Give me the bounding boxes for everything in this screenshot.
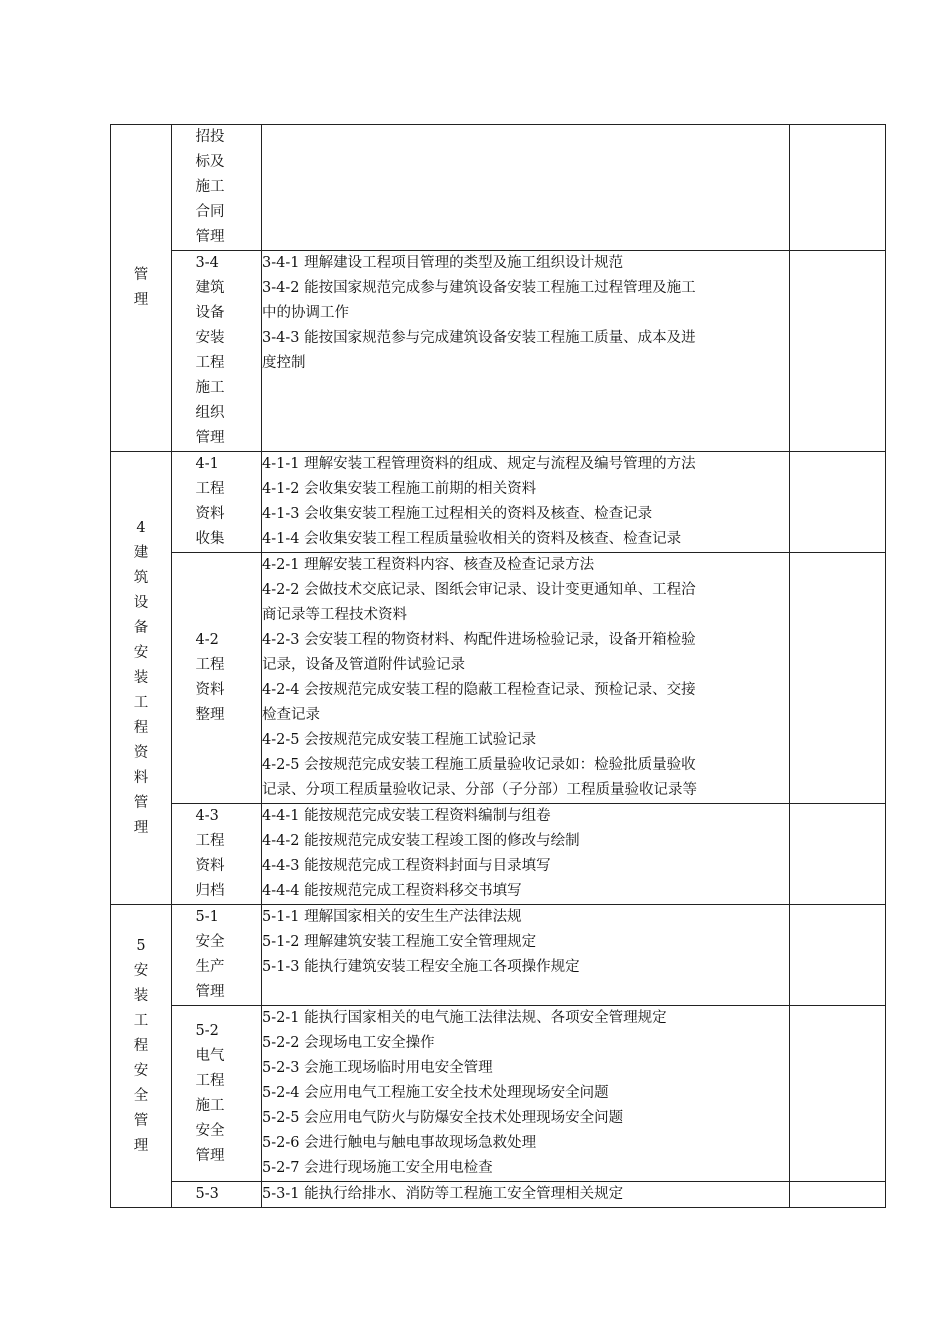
notes-cell	[790, 1182, 886, 1208]
requirement-text: 记录，设备及管道附件试验记录	[262, 657, 465, 673]
requirement-text: 4-2-5 会按规范完成安装工程施工试验记录	[262, 732, 537, 748]
table-row	[111, 553, 886, 804]
requirements-cell	[262, 452, 790, 553]
subtopic-cell	[172, 804, 262, 905]
category-text: 安	[133, 644, 149, 661]
requirement-text: 4-2-2 会做技术交底记录、图纸会审记录、设计变更通知单、工程洽	[262, 582, 696, 598]
category-text: 全	[133, 1088, 149, 1104]
requirement-text: 4-2-1 理解安装工程资料内容、核查及检查记录方法	[262, 557, 595, 573]
category-text: 5	[136, 938, 146, 954]
subtopic-text: 招投	[195, 129, 225, 145]
notes-cell	[790, 804, 886, 905]
category-text: 资	[133, 744, 149, 761]
subtopic-cell	[172, 1182, 262, 1208]
subtopic-text: 安装	[195, 330, 225, 346]
requirement-text: 5-1-3 能执行建筑安装工程安全施工各项操作规定	[262, 959, 580, 975]
requirement-text: 4-1-2 会收集安装工程施工前期的相关资料	[262, 481, 537, 497]
subtopic-text: 整理	[195, 707, 225, 723]
category-text: 4	[136, 519, 146, 536]
category-text: 管	[133, 267, 149, 283]
table-row	[111, 905, 886, 1006]
subtopic-text: 电气	[195, 1047, 225, 1064]
subtopic-text: 设备	[195, 305, 225, 321]
subtopic-text: 施工	[195, 1097, 225, 1114]
category-text: 程	[133, 719, 149, 736]
subtopic-text: 收集	[195, 531, 225, 547]
category-text: 设	[133, 594, 149, 611]
subtopic-text: 4-2	[195, 632, 219, 648]
requirement-text: 中的协调工作	[262, 305, 349, 321]
notes-cell	[790, 251, 886, 452]
subtopic-text: 工程	[195, 481, 225, 497]
table-row	[111, 1006, 886, 1182]
subtopic-text: 组织	[195, 405, 225, 421]
requirements-cell	[262, 1182, 790, 1208]
subtopic-cell	[172, 905, 262, 1006]
requirement-text: 3-4-1 理解建设工程项目管理的类型及施工组织设计规范	[262, 255, 624, 271]
notes-cell	[790, 1006, 886, 1182]
subtopic-cell	[172, 1006, 262, 1182]
subtopic-text: 5-2	[195, 1022, 219, 1039]
category-text: 管	[133, 1113, 149, 1129]
requirement-text: 5-2-2 会现场电工安全操作	[262, 1035, 435, 1051]
requirements-cell	[262, 1006, 790, 1182]
curriculum-table	[110, 124, 886, 1208]
category-text: 料	[133, 769, 149, 786]
category-cell	[111, 452, 172, 905]
subtopic-cell	[172, 125, 262, 251]
subtopic-text: 管理	[195, 229, 225, 245]
requirements-cell	[262, 804, 790, 905]
requirement-text: 5-3-1 能执行给排水、消防等工程施工安全管理相关规定	[262, 1186, 624, 1202]
subtopic-cell	[172, 251, 262, 452]
requirements-cell	[262, 251, 790, 452]
subtopic-text: 工程	[195, 833, 225, 849]
requirement-text: 度控制	[262, 355, 306, 371]
subtopic-text: 合同	[195, 204, 225, 220]
subtopic-text: 安全	[195, 1122, 225, 1139]
category-cell	[111, 905, 172, 1208]
category-text: 装	[133, 669, 149, 686]
requirements-cell	[262, 905, 790, 1006]
subtopic-text: 建筑	[195, 280, 225, 296]
subtopic-cell	[172, 452, 262, 553]
requirement-text: 5-2-3 会施工现场临时用电安全管理	[262, 1060, 493, 1076]
category-cell	[111, 125, 172, 452]
category-text: 理	[133, 292, 149, 308]
requirement-text: 检查记录	[262, 707, 320, 723]
notes-cell	[790, 125, 886, 251]
requirement-text: 4-4-1 能按规范完成安装工程资料编制与组卷	[262, 808, 551, 824]
subtopic-text: 标及	[195, 154, 225, 170]
table-row	[111, 1182, 886, 1208]
subtopic-text: 工程	[195, 1072, 225, 1089]
category-text: 备	[133, 619, 149, 636]
requirement-text: 3-4-3 能按国家规范参与完成建筑设备安装工程施工质量、成本及进	[262, 330, 696, 346]
subtopic-text: 3-4	[195, 255, 219, 271]
requirement-text: 4-2-4 会按规范完成安装工程的隐蔽工程检查记录、预检记录、交接	[262, 682, 696, 698]
requirement-text: 4-4-3 能按规范完成工程资料封面与目录填写	[262, 858, 551, 874]
table-row	[111, 125, 886, 251]
requirement-text: 4-4-4 能按规范完成工程资料移交书填写	[262, 883, 522, 899]
category-text: 工	[133, 694, 149, 711]
subtopic-cell	[172, 553, 262, 804]
subtopic-text: 生产	[195, 959, 225, 975]
notes-cell	[790, 905, 886, 1006]
requirement-text: 5-2-4 会应用电气工程施工安全技术处理现场安全问题	[262, 1085, 609, 1101]
table-row	[111, 804, 886, 905]
category-text: 建	[133, 544, 149, 561]
category-text: 安	[133, 963, 149, 979]
requirement-text: 4-2-5 会按规范完成安装工程施工质量验收记录如：检验批质量验收	[262, 757, 696, 773]
table-row	[111, 452, 886, 553]
subtopic-text: 施工	[195, 380, 225, 396]
requirement-text: 5-1-1 理解国家相关的安生生产法律法规	[262, 909, 522, 925]
requirement-text: 5-2-6 会进行触电与触电事故现场急救处理	[262, 1135, 537, 1151]
category-text: 安	[133, 1063, 149, 1079]
requirement-text: 4-1-4 会收集安装工程工程质量验收相关的资料及核查、检查记录	[262, 531, 682, 547]
requirements-cell	[262, 553, 790, 804]
requirements-cell	[262, 125, 790, 251]
subtopic-text: 资料	[195, 858, 225, 874]
requirement-text: 4-2-3 会安装工程的物资材料、构配件进场检验记录，设备开箱检验	[262, 632, 696, 648]
requirement-text: 5-2-1 能执行国家相关的电气施工法律法规、各项安全管理规定	[262, 1010, 667, 1026]
requirement-text: 4-1-1 理解安装工程管理资料的组成、规定与流程及编号管理的方法	[262, 456, 696, 472]
category-text: 程	[133, 1038, 149, 1054]
requirement-text: 5-2-5 会应用电气防火与防爆安全技术处理现场安全问题	[262, 1110, 624, 1126]
requirement-text: 3-4-2 能按国家规范完成参与建筑设备安装工程施工过程管理及施工	[262, 280, 696, 296]
category-text: 筑	[133, 569, 149, 586]
requirement-text: 4-1-3 会收集安装工程施工过程相关的资料及核查、检查记录	[262, 506, 653, 522]
subtopic-text: 资料	[195, 506, 225, 522]
notes-cell	[790, 452, 886, 553]
subtopic-text: 5-1	[195, 909, 219, 925]
notes-cell	[790, 553, 886, 804]
requirement-text: 4-4-2 能按规范完成安装工程竣工图的修改与绘制	[262, 833, 580, 849]
requirement-text: 5-2-7 会进行现场施工安全用电检查	[262, 1160, 493, 1176]
table-row	[111, 251, 886, 452]
subtopic-text: 安全	[195, 934, 225, 950]
requirement-text: 5-1-2 理解建筑安装工程施工安全管理规定	[262, 934, 537, 950]
requirement-text: 商记录等工程技术资料	[262, 607, 407, 623]
subtopic-text: 资料	[195, 682, 225, 698]
subtopic-text: 施工	[195, 179, 225, 195]
category-text: 装	[133, 988, 149, 1004]
subtopic-text: 管理	[195, 984, 225, 1000]
subtopic-text: 5-3	[195, 1186, 219, 1202]
category-text: 管	[133, 794, 149, 811]
category-text: 理	[133, 819, 149, 836]
subtopic-text: 工程	[195, 657, 225, 673]
subtopic-text: 归档	[195, 883, 225, 899]
category-text: 理	[133, 1138, 149, 1154]
subtopic-text: 管理	[195, 1147, 225, 1164]
category-text: 工	[133, 1013, 149, 1029]
subtopic-text: 4-3	[195, 808, 219, 824]
subtopic-text: 工程	[195, 355, 225, 371]
requirement-text: 记录、分项工程质量验收记录、分部（子分部）工程质量验收记录等	[262, 782, 697, 798]
subtopic-text: 管理	[195, 430, 225, 446]
subtopic-text: 4-1	[195, 456, 219, 472]
